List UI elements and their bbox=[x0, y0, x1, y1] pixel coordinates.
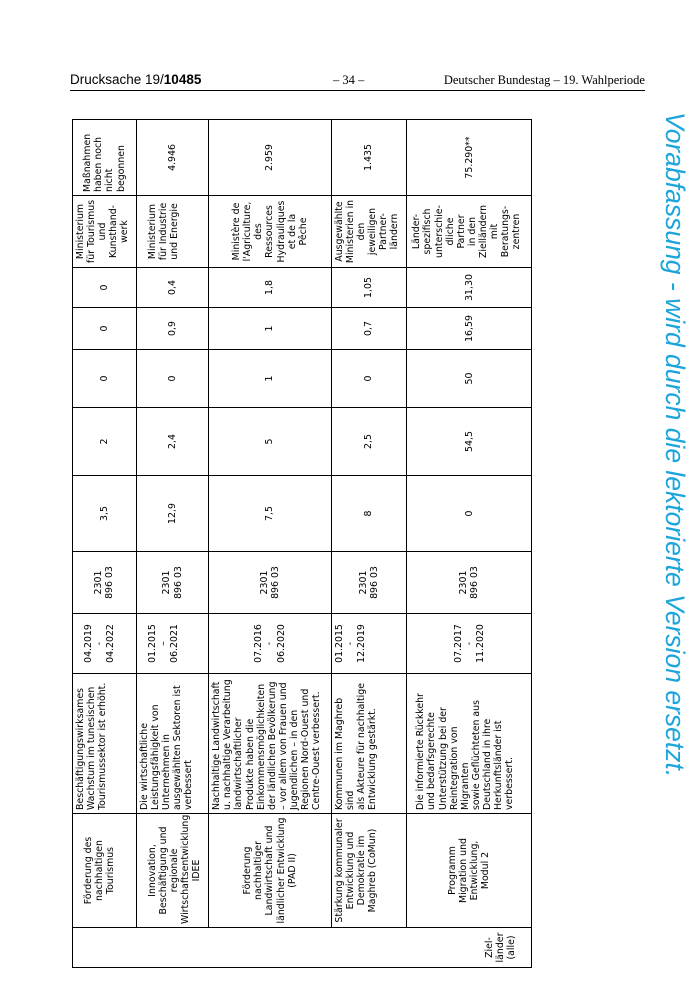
document-number: Drucksache 19/10485 bbox=[70, 72, 202, 87]
value-cell: 12,9 bbox=[136, 476, 208, 552]
value-cell: 0,7 bbox=[331, 308, 407, 350]
page-header bbox=[70, 72, 645, 88]
publisher-line: Deutscher Bundestag – 19. Wahlperiode bbox=[443, 73, 645, 87]
value-cell: 0 bbox=[331, 350, 407, 408]
value-cell: 2,5 bbox=[331, 408, 407, 476]
value-cell: 54,5 bbox=[407, 408, 532, 476]
program-cell: Förderung nachhaltiger Landwirtschaft und ländlicher Entwicklung (PAD II) bbox=[209, 814, 332, 928]
goal-cell: Beschäftigungswirksames Wachstum im tunesischen Tourismussektor ist erhöht. bbox=[73, 674, 137, 814]
period-cell: 07.2016 - 06.2020 bbox=[209, 614, 332, 674]
status-cell: 2.959 bbox=[209, 120, 332, 196]
table-row bbox=[73, 120, 137, 968]
table-row bbox=[209, 120, 332, 968]
value-cell: 1 bbox=[209, 308, 332, 350]
table-row bbox=[331, 120, 407, 968]
goal-cell: Kommunen im Maghreb sind als Akteure für nachhaltige Entwicklung gestärkt. bbox=[331, 674, 407, 814]
period-cell: 04.2019 - 04.2022 bbox=[73, 614, 137, 674]
value-cell: 16,59 bbox=[407, 308, 532, 350]
value-cell: 1,05 bbox=[331, 268, 407, 308]
value-cell: 1 bbox=[209, 350, 332, 408]
rotated-table-container bbox=[72, 120, 532, 968]
region-label: Ziel- länder (alle) bbox=[73, 928, 532, 968]
program-cell: Innovation, Beschäftigung und regionale Wirtschaftsentwicklung IDEE bbox=[136, 814, 208, 928]
value-cell: 7,5 bbox=[209, 476, 332, 552]
status-cell: 1.435 bbox=[331, 120, 407, 196]
draft-watermark bbox=[640, 112, 690, 902]
value-cell: 31,30 bbox=[407, 268, 532, 308]
partner-cell: Ministère de l'Agriculture, des Ressources Hydrauliques et de la Pêche bbox=[209, 196, 332, 268]
program-cell: Förderung des nachhaltigen Tourismus bbox=[73, 814, 137, 928]
program-cell: Stärkung kommunaler Entwicklung und Demokratie im Maghreb (CoMun) bbox=[331, 814, 407, 928]
title-code-cell: 2301 896 03 bbox=[136, 552, 208, 614]
partner-cell: Ministerium für Industrie und Energie bbox=[136, 196, 208, 268]
header-rule bbox=[70, 90, 645, 91]
title-code-cell: 2301 896 03 bbox=[73, 552, 137, 614]
title-code-cell: 2301 896 03 bbox=[407, 552, 532, 614]
table-row bbox=[407, 120, 532, 968]
status-cell: 75.290** bbox=[407, 120, 532, 196]
period-cell: 07.2017 - 11.2020 bbox=[407, 614, 532, 674]
value-cell: 0 bbox=[73, 308, 137, 350]
goal-cell: Die informierte Rückkehr und bedarfsgerechte Unterstützung bei der Reintegration von Migranten sowie Geflüchteten aus Deutschland in ihre Herkunftsländer ist verbessert. bbox=[407, 674, 532, 814]
page-number: – 34 – bbox=[333, 73, 365, 87]
value-cell: 50 bbox=[407, 350, 532, 408]
goal-cell: Nachhaltige Landwirtschaft u. nachhaltige Verarbeitung landwirtschaftlicher Produkte haben die Einkommensmöglichkeiten der ländlichen Bevölkerung – vor allem von Frauen und Jugendlichen – in den Regionen Nord-Ouest und Centre-Ouest verbessert. bbox=[209, 674, 332, 814]
watermark-text: Vorabfassung - wird durch die lektorierte Version ersetzt. bbox=[660, 112, 690, 778]
value-cell: 5 bbox=[209, 408, 332, 476]
project-table bbox=[72, 119, 532, 968]
value-cell: 0 bbox=[407, 476, 532, 552]
status-cell: 4.946 bbox=[136, 120, 208, 196]
period-cell: 01.2015 – 06.2021 bbox=[136, 614, 208, 674]
title-code-cell: 2301 896 03 bbox=[209, 552, 332, 614]
value-cell: 3,5 bbox=[73, 476, 137, 552]
status-cell: Maßnahmen haben noch nicht begonnen bbox=[73, 120, 137, 196]
value-cell: 2,4 bbox=[136, 408, 208, 476]
value-cell: 8 bbox=[331, 476, 407, 552]
value-cell: 0 bbox=[136, 350, 208, 408]
partner-cell: Ministerium für Tourismus und Kunsthand- werk bbox=[73, 196, 137, 268]
title-code-cell: 2301 896 03 bbox=[331, 552, 407, 614]
value-cell: 1,8 bbox=[209, 268, 332, 308]
period-cell: 01.2015 - 12.2019 bbox=[331, 614, 407, 674]
value-cell: 0 bbox=[73, 268, 137, 308]
partner-cell: Ausgewählte Ministerien in den jeweiligen Partner- ländern bbox=[331, 196, 407, 268]
goal-cell: Die wirtschaftliche Leistungsfähigkeit von Unternehmen in ausgewählten Sektoren ist verbessert bbox=[136, 674, 208, 814]
value-cell: 0 bbox=[73, 350, 137, 408]
value-cell: 0,4 bbox=[136, 268, 208, 308]
value-cell: 0,9 bbox=[136, 308, 208, 350]
value-cell: 2 bbox=[73, 408, 137, 476]
partner-cell: Länder- spezifisch unterschie- dliche Partner in den Zielländern mit Beratungs- zentren bbox=[407, 196, 532, 268]
table-row bbox=[136, 120, 208, 968]
program-cell: Programm Migration und Entwicklung, Modul 2 bbox=[407, 814, 532, 928]
